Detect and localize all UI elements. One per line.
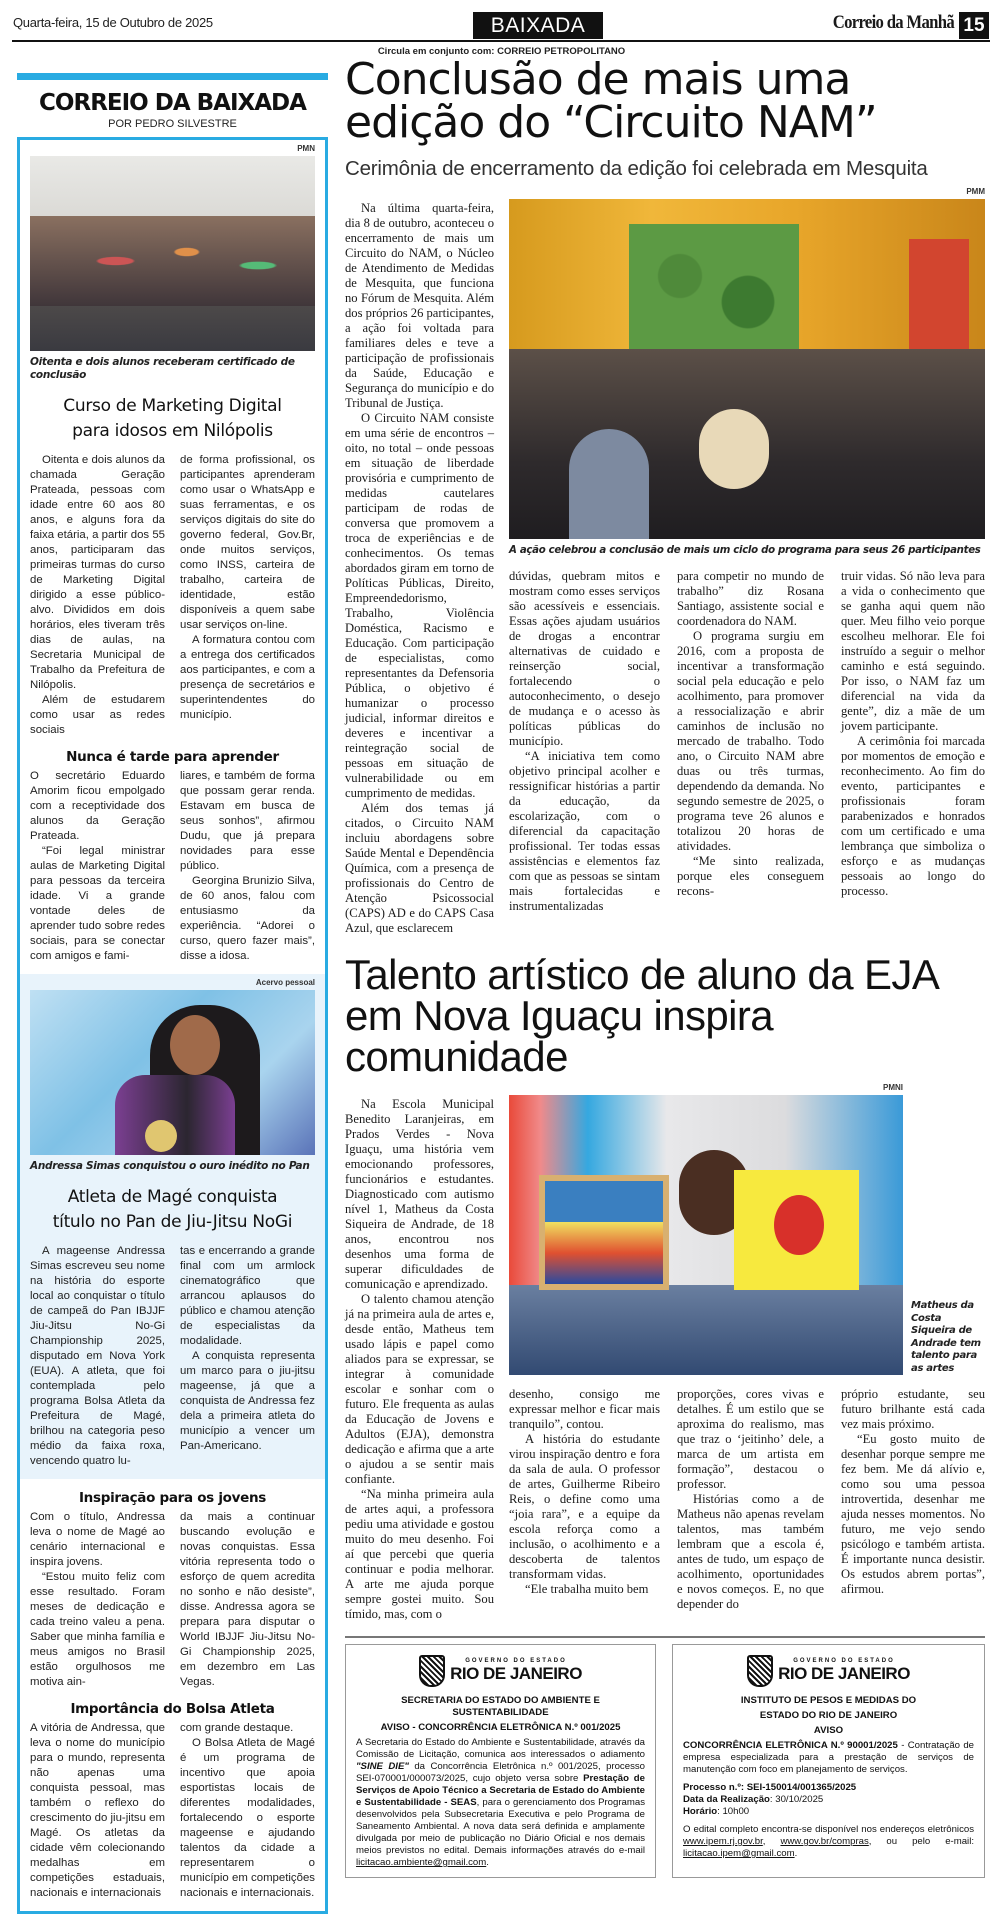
contact-link: www.gov.br/compras	[780, 1836, 869, 1847]
notice-paragraph	[683, 1806, 974, 1818]
article-column	[677, 569, 824, 899]
photo-graduates-group	[30, 156, 315, 351]
main-subtitle: Cerimônia de encerramento da edição foi celebrada em Mesquita	[345, 157, 928, 180]
notice-text: : 30/10/2025	[769, 1794, 824, 1805]
section-divider	[345, 1636, 985, 1638]
logo-top-text: GOVERNO DO ESTADO	[793, 1658, 895, 1664]
paragraph: liares, e também de forma que possam gerar renda. Estavam em busca de seus sonhos”, afirmou Dudu, que já prepara novidades para esse público.	[180, 770, 315, 872]
story-subheading: Inspiração para os jovens	[78, 1490, 267, 1506]
notice-heading: AVISO	[813, 1725, 844, 1736]
paragraph: “Foi legal ministrar aulas de Marketing Digital para pessoas da terceira idade. Vi a grande vontade deles de aprender tudo sobre redes sociais, para se conectar com amigos e fami-	[30, 845, 165, 962]
contact-link: www.ipem.rj.gov.br	[683, 1836, 763, 1847]
logo-top-text: GOVERNO DO ESTADO	[465, 1658, 567, 1664]
paragraph: próprio estudante, seu futuro brilhante está cada vez mais próximo.	[841, 1387, 985, 1431]
story-column	[30, 1510, 165, 1690]
paragraph: Na última quarta-feira, dia 8 de outubro, aconteceu o encerramento de mais um Circuito do NAM, o Núcleo de Atendimento de Medidas de Mesquita, que funciona no Fórum de Mesquita. Além dos próprios 26 participantes, a ação foi voltada para familiares deles e teve a participação de profissionais da Saúde, Educação e Segurança do município e do Tribunal de Justiça.	[345, 201, 494, 410]
notice-text: .	[486, 1857, 489, 1868]
article-column	[345, 201, 494, 936]
paragraph: O talento chamou atenção já na primeira aula de artes e, desde então, Matheus tem usado lápis e papel como aliados para se expressar, se integrar à comunidade escolar e sonhar com o futuro. Ele frequenta as aulas da Educação de Jovens e Adultos (EJA), demonstra dedicação e afirma que a arte o ajudou a se sentir mais confiante.	[345, 1292, 494, 1486]
story-column	[180, 1721, 315, 1901]
logo-main-text: RIO DE JANEIRO	[778, 1664, 910, 1683]
circulation-note: Circula em conjunto com: CORREIO PETROPOLITANO	[377, 46, 626, 57]
photo-credit: Acervo pessoal	[255, 978, 315, 987]
paragraph: Com o título, Andressa leva o nome de Magé ao cenário internacional e inspira jovens.	[30, 1511, 165, 1568]
story-column	[180, 1510, 315, 1690]
legal-notice-ipem	[672, 1644, 985, 1878]
paragraph: Na Escola Municipal Benedito Laranjeiras, em Prados Verdes - Nova Iguaçu, uma história vem emocionando professores, funcionários e estudantes. Diagnosticado com autismo nível 1, Matheus da Costa Siqueira de Andrade, de 18 anos, encontrou nos desenhos uma forma de superar dificuldades de comunicação e aprendizado.	[345, 1097, 494, 1291]
notice-text: Data da Realização	[683, 1794, 770, 1805]
paragraph: A formatura contou com a entrega dos certificados aos participantes, e com a presença de secretários e superintendentes do município.	[180, 634, 315, 721]
photo-caption: A ação celebrou a conclusão de mais um ciclo do programa para seus 26 participantes	[509, 545, 981, 556]
article-nam	[345, 187, 985, 936]
paragraph: “Ele trabalha muito bem	[525, 1582, 649, 1596]
headline-line: título no Pan de Jiu-Jitsu NoGi	[52, 1212, 293, 1232]
paragraph: Georgina Brunizio Silva, de 60 anos, falou com entusiasmo da experiência. “Adorei o curso, quero fazer mais”, disse a idosa.	[180, 875, 315, 962]
state-government-logo	[683, 1653, 974, 1689]
headline-line: Conclusão de mais uma	[345, 54, 851, 105]
headline-line: em Nova Iguaçu inspira comunidade	[345, 992, 774, 1080]
notice-heading: SECRETARIA DO ESTADO DO AMBIENTE E SUSTENTABILIDADE	[401, 1695, 600, 1718]
notice-paragraph	[683, 1740, 974, 1776]
story-column	[30, 769, 165, 964]
article-column	[509, 1387, 660, 1597]
paragraph: truir vidas. Só não leva para a vida o conhecimento que se ganha aqui quem não quer. Meu filho veio porque escolheu melhorar. Ele foi instruído a seguir o melhor caminho e está seguindo. Por isso, o NAM faz um diferencial na vida da gente”, diz a mãe de um jovem participante.	[841, 569, 985, 733]
newspaper-logo: Correio da Manhã	[832, 12, 954, 33]
notice-text: CONCORRÊNCIA ELETRÔNICA N.º 90001/2025	[683, 1740, 898, 1751]
paragraph: Oitenta e dois alunos da chamada Geração Prateada, pessoas com idade entre 60 aos 80 anos, e alguns fora da faixa etária, a partir dos 55 anos, participaram das primeiras turmas do curso de Marketing Digital dirigido a esse público-alvo. Divididos em dois horários, eles tiveram três dias de aulas, na Secretaria Municipal de Trabalho da Prefeitura de Nilópolis.	[30, 454, 165, 691]
paragraph: “Eu gosto muito de desenhar porque sempre me fez bem. Me dá alívio e, como sou uma pessoa introvertida, desenhar me ajuda nesses momentos. No futuro, me vejo sendo psicólogo e também artista. É importante nunca desistir. Os estudos abrem portas”, afirmou.	[841, 1432, 985, 1596]
article-column	[509, 569, 660, 914]
headline-line: para idosos em Nilópolis	[72, 421, 273, 441]
article-column	[841, 1387, 985, 1597]
photo-caption: Andressa Simas conquistou o ouro inédito no Pan	[30, 1160, 310, 1172]
contact-link: licitacao.ambiente@gmail.com	[356, 1857, 487, 1868]
coat-of-arms-icon	[747, 1655, 773, 1687]
paragraph: “Me sinto realizada, porque eles conseguem recons-	[677, 854, 824, 898]
notice-text: .	[794, 1848, 798, 1859]
story-column	[30, 1721, 165, 1901]
notice-heading: ESTADO DO RIO DE JANEIRO	[759, 1710, 898, 1721]
paragraph: de forma profissional, os participantes aprenderam como usar o WhatsApp e suas ferramentas, e os serviços digitais do site do governo federal, Gov.Br, onde muitos serviços, como INSS, carteira de trabalho, carteira de identidade, estão disponíveis a quem sabe usar serviços on-line.	[180, 454, 315, 631]
notice-text: - Contratação de empresa especializada para a prestação de serviços de manutenção com foco em planejamento de serviços.	[683, 1740, 974, 1775]
paragraph: A cerimônia foi marcada por momentos de emoção e reconhecimento. Ao fim do evento, participantes e profissionais foram parabenizados e honrados com um certificado e uma lembrança que simboliza o esforço e as mudanças pessoais ao longo do processo.	[841, 734, 985, 898]
story-subheading: Importância do Bolsa Atleta	[70, 1701, 275, 1717]
paragraph: com grande destaque.	[180, 1722, 294, 1734]
state-government-logo	[356, 1653, 645, 1689]
photo-caption: Matheus da Costa Siqueira de Andrade tem talento para as artes	[911, 1300, 981, 1374]
main-content	[345, 54, 985, 1878]
legal-notices	[345, 1644, 985, 1878]
notice-text: , para o gerenciamento dos Programas desenvolvidos pela Subsecretaria Executiva e pelo Programa de Saneamento Ambiental. A nova data será definida e amplamente divulgada por meio de publicação no Diário Oficial e nos demais meios previstos no edital. Demais informações através do e-mail	[356, 1797, 645, 1856]
paragraph: O Circuito NAM consiste em uma série de encontros – oito, no total – onde pessoas em situação de liberdade provisória e cumprimento de medidas cautelares participam de rodas de conversa que promovem a troca de experiências e de conhecimentos. Os temas abordados giram em torno de Políticas Públicas, Direito, Empreendedorismo, Trabalho, Violência Doméstica, Racismo e Educação. Com participação de especialistas, como representantes da Defensoria Pública, o objetivo é humanizar o processo judicial, informar direitos e deveres e incentivar a reintegração social de pessoas em situação de vulnerabilidade ou em cumprimento de medidas.	[345, 411, 494, 800]
header-rule	[12, 40, 990, 42]
legal-notice-seas	[345, 1644, 656, 1878]
paragraph: dúvidas, quebram mitos e mostram como esses serviços são acessíveis e essenciais. Essas ações ajudam usuários de drogas a encontrar alternativas de cuidado e reinserção social, fortalecendo o autoconhecimento, o desejo de mudança e o acesso às políticas públicas do município.	[509, 569, 660, 748]
story-subheading: Nunca é tarde para aprender	[66, 749, 279, 765]
paragraph: Histórias como a de Matheus não apenas revelam talentos, mas também lembram que a escola é, antes de tudo, um espaço de acolhimento, oportunidades e novos começos. E, no que depender do	[677, 1492, 824, 1611]
article-eja	[345, 1083, 985, 1622]
column-title: CORREIO DA BAIXADA	[39, 90, 306, 116]
photo-student-artwork	[509, 1095, 903, 1375]
paragraph: “Na minha primeira aula de artes aqui, a professora pediu uma atividade e gostou muito do meu desenho. Foi aí que percebi que queria continuar e podia melhorar. A arte me ajuda porque sempre gostei muito. Sou tímido, mas, com o	[345, 1487, 494, 1621]
article-column	[345, 1097, 494, 1622]
main-headline	[345, 54, 985, 148]
notice-text: A Secretaria do Estado do Ambiente e Sustentabilidade, através da Comissão de Licitação, comunica aos interessados o adiamento	[356, 1737, 645, 1760]
notice-text: , ou pelo e-mail:	[868, 1836, 974, 1847]
notice-text: Horário	[683, 1806, 718, 1817]
paragraph: desenho, consigo me expressar melhor e ficar mais tranquilo”, contou.	[509, 1387, 660, 1431]
notice-heading: AVISO - CONCORRÊNCIA ELETRÔNICA N.º 001/2025	[380, 1722, 621, 1733]
paragraph: A mageense Andressa Simas escreveu seu nome na história do esporte local ao conquistar o título de campeã do Pan IBJJF Jiu-Jitsu No-Gi Championship 2025, disputado em Nova York (EUA). A atleta, que foi contemplada pelo programa Bolsa Atleta da Prefeitura de Magé, brilhou na categoria peso médio da faixa roxa, vencendo quatro lu-	[30, 1245, 165, 1467]
paragraph: da mais a continuar buscando evolução e novas conquistas. Essa vitória representa todo o esforço de quem acredita no sonho e não desiste”, disse. Andressa agora se prepara para disputar o World IBJJF Jiu-Jitsu No-Gi Championship 2025, em dezembro em Las Vegas.	[180, 1511, 315, 1688]
notice-text: Prestação de Serviços de Apoio Técnico a Secretaria de Estado do Ambiente e Sustentabilidade - SEAS	[356, 1773, 645, 1808]
section-label: BAIXADA	[473, 12, 603, 39]
sidebar-frame	[17, 137, 328, 1914]
paragraph: “Estou muito feliz com esse resultado. Foram meses de dedicação e cada treino valeu a pena. Saber que minha família e meus amigos no Brasil estão orgulhosos me motiva ain-	[30, 1571, 165, 1688]
edition-date: Quarta-feira, 15 de Outubro de 2025	[13, 15, 213, 30]
contact-link: licitacao.ipem@gmail.com	[683, 1848, 795, 1859]
article-column	[677, 1387, 824, 1612]
notice-text: "SINE DIE"	[356, 1761, 409, 1772]
sidebar-highlight-section	[20, 974, 325, 1479]
photo-caption: Oitenta e dois alunos receberam certificado de conclusão	[30, 356, 295, 381]
paragraph: O secretário Eduardo Amorim ficou empolgado com a receptividade dos alunos da Geração Prateada.	[30, 770, 165, 842]
story-column	[180, 1244, 315, 1454]
notice-paragraph	[683, 1794, 974, 1806]
story-column	[30, 453, 165, 738]
paragraph: para competir no mundo de trabalho” diz Rosana Santiago, assistente social e coordenadora do NAM.	[677, 569, 824, 628]
story-headline	[30, 394, 315, 444]
paragraph: Além dos temas já citados, o Circuito NAM incluiu abordagens sobre Saúde Mental e Dependência Química, com a presença de profissionais do Centro de Atenção Psicossocial (CAPS) AD e do CAPS Casa Azul, que esclarecem	[345, 801, 494, 935]
paragraph: “A iniciativa tem como objetivo principal acolher e ressignificar histórias a partir da educação, da escolarização, com o diferencial da capacitação profissional. Ter todas essas assistências e elementos faz com que as pessoas se sintam mais fortalecidas e instrumentalizadas	[509, 749, 660, 913]
main-headline	[345, 951, 985, 1080]
notice-text: da Concorrência Eletrônica n.º 001/2025, processo SEI-070001/000073/2025, cujo objeto versa sobre	[356, 1761, 645, 1784]
story-column	[180, 769, 315, 964]
notice-text: Processo n.º: SEI-150014/001365/2025	[683, 1782, 857, 1793]
notice-text: ,	[762, 1836, 781, 1847]
notice-text: O edital completo encontra-se disponível nos endereços eletrônicos	[683, 1824, 974, 1835]
photo-nam-ceremony	[509, 199, 985, 539]
photo-credit: PMNI	[883, 1083, 903, 1092]
logo-main-text: RIO DE JANEIRO	[450, 1664, 582, 1683]
paragraph: tas e encerrando a grande final com um armlock cinematográfico que arrancou aplausos do público e chamou atenção de especialistas da modalidade.	[180, 1245, 315, 1347]
paragraph: O programa surgiu em 2016, com a proposta de incentivar a transformação social pela educação e pelo acolhimento, para promover a ressocialização e abrir caminhos de inclusão no mercado de trabalho. Todo ano, o Circuito NAM abre duas ou três turmas, dependendo da demanda. No segundo semestre de 2025, o programa teve 26 alunos e totalizou 20 horas de atividades.	[677, 629, 824, 853]
sidebar	[17, 73, 328, 1914]
sidebar-accent-bar	[17, 73, 328, 80]
notice-paragraph	[683, 1824, 974, 1860]
notice-paragraph	[356, 1737, 645, 1869]
photo-credit: PMN	[297, 144, 315, 153]
photo-athlete-medal	[30, 990, 315, 1155]
column-byline: POR PEDRO SILVESTRE	[108, 118, 237, 130]
paragraph: proporções, cores vivas e detalhes. É um estilo que se aproxima do realismo, mas que traz o ‘jeitinho’ dele, a marca de um artista em formação”, destacou o professor.	[677, 1387, 824, 1491]
headline-line: edição do “Circuito NAM”	[345, 97, 877, 148]
headline-line: Talento artístico de aluno da EJA	[345, 951, 940, 998]
notice-text: : 10h00	[717, 1806, 750, 1817]
notice-paragraph	[683, 1782, 974, 1794]
headline-line: Atleta de Magé conquista	[67, 1187, 278, 1207]
paragraph: Além de estudarem como usar as redes sociais	[30, 694, 165, 736]
page-number: 15	[959, 12, 989, 39]
paragraph: A vitória de Andressa, que leva o nome do município para o mundo, representa não apenas uma conquista pessoal, mas também o reflexo do crescimento do jiu-jitsu em Magé. Os atletas da cidade vêm colecionando medalhas em competições estaduais, nacionais e internacionais	[30, 1722, 165, 1899]
story-headline	[30, 1185, 315, 1235]
article-column	[841, 569, 985, 899]
paragraph: O Bolsa Atleta de Magé é um programa de incentivo que apoia esportistas locais de diferentes modalidades, fortalecendo o esporte mageense e ajudando talentos da cidade a representarem o município em competições nacionais e internacionais.	[180, 1737, 315, 1899]
headline-line: Curso de Marketing Digital	[63, 396, 282, 416]
story-column	[180, 453, 315, 723]
coat-of-arms-icon	[419, 1655, 445, 1687]
notice-heading: INSTITUTO DE PESOS E MEDIDAS DO	[740, 1695, 917, 1706]
story-column	[30, 1244, 165, 1469]
paragraph: A conquista representa um marco para o jiu-jitsu mageense, já que a conquista de Andressa fez dela a primeira atleta do município a vencer um Pan-Americano.	[180, 1350, 315, 1452]
paragraph: A história do estudante virou inspiração dentro e fora da sala de aula. O professor de artes, Guilherme Ribeiro Reis, o define como uma “joia rara”, e a equipe da escola reforça como a inclusão, o acolhimento e a descoberta de talentos transformam vidas.	[509, 1432, 660, 1581]
photo-credit: PMM	[966, 187, 985, 196]
